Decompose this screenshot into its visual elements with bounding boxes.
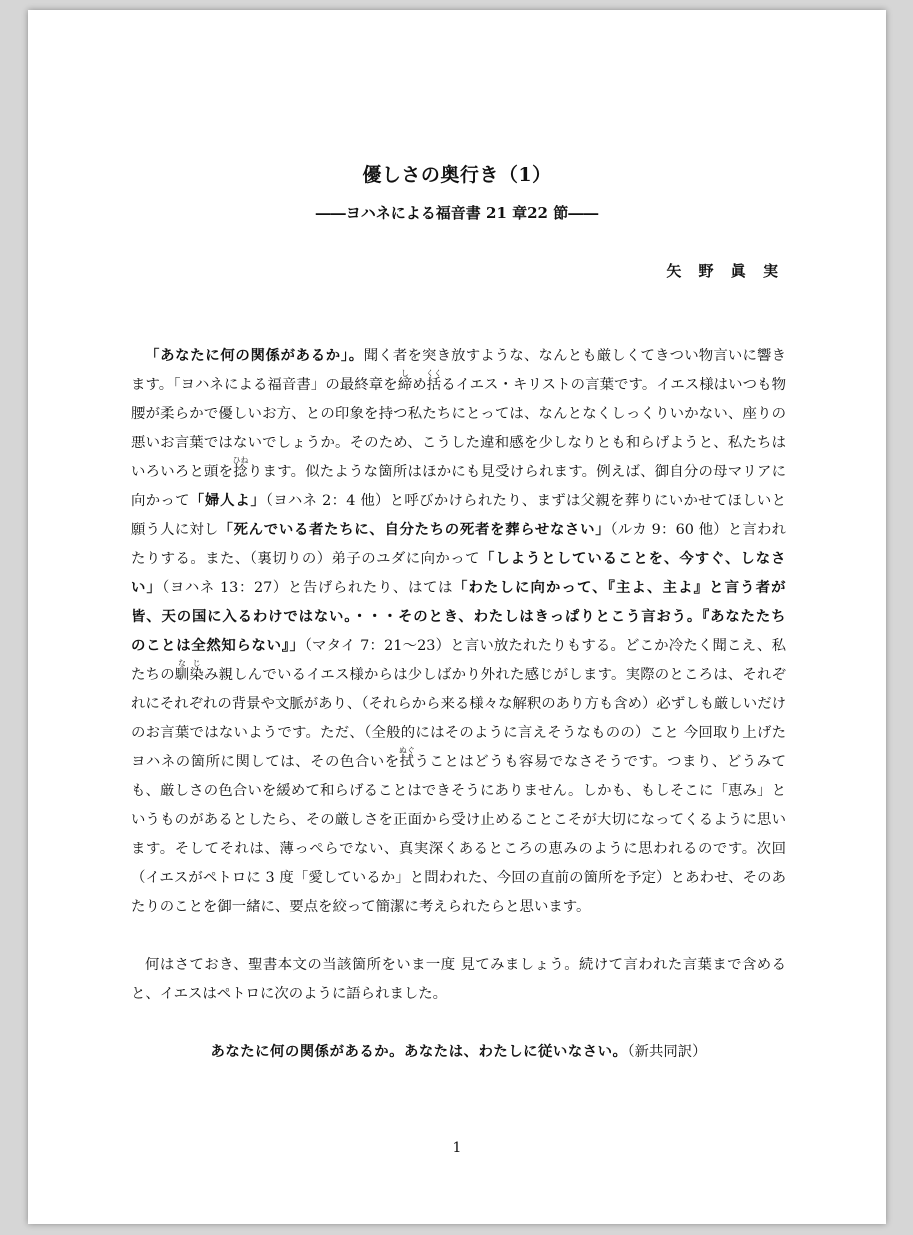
- paragraph-1: [131, 342, 786, 922]
- ruby-word: 締し: [397, 369, 413, 393]
- document-subtitle: ――ヨハネによる福音書 21 章22 節――: [315, 204, 599, 222]
- text-segment: （ヨハネ 2：4 他）と呼びかけられたり、まずは父親を葬りにいかせてほしいと願う人に対し: [131, 493, 786, 538]
- ruby-word: 括くく: [425, 369, 442, 393]
- furigana: くく: [425, 369, 442, 378]
- text-segment: （マタイ 7：21～23）と言い放たれたりもする。どこか冷たく聞こえ、私たちの: [131, 638, 786, 683]
- furigana: ひね: [232, 456, 249, 465]
- text-segment: め: [412, 377, 427, 393]
- ruby-word: 捻ひね: [232, 456, 249, 480]
- ruby-word: 染じ: [189, 659, 205, 683]
- quoted-phrase: 「しようとしていることを、今すぐ、しなさい」: [131, 551, 786, 596]
- text-segment: み親しんでいるイエス様からは少しばかり外れた感じがします。実際のところは、それぞれにそれぞれの背景や文脈があり、（それらから来る様々な解釈のあり方も含め）必ずしも厳しいだけのお言葉ではないようです。ただ、（全般的にはそのように言えそうなものの）こと 今回取り上げたヨハネの箇所に関しては、その色合いを: [131, 667, 786, 770]
- furigana: な: [174, 659, 190, 668]
- text-segment: るイエス・キリストの言葉です。イエス様はいつも物腰が柔らかで優しいお方、との印象を持つ私たちにとっては、なんとなくしっくりいかない、座りの悪いお言葉ではないでしょうか。そのため、こうした違和感を少しなりとも和らげようと、私たちはいろいろと頭を: [131, 377, 786, 480]
- quote-text: あなたに何の関係があるか。あなたは、わたしに従いなさい。: [210, 1044, 628, 1060]
- furigana: ぬぐ: [398, 746, 415, 755]
- text-segment: うことはどうも容易でなさそうです。つまり、どうみても、厳しさの色合いを緩めて和らげることはできそうにありません。しかも、もしそこに「恵み」というものがあるとしたら、その厳しさを正面から受け止めることこそが大切になってくるように思います。そしてそれは、薄っぺらでない、真実深くあるところの恵みのように思われるのです。次回（イエスがペトロに 3 度「愛しているか」と問われた、今回の直前の箇所を予定）とあわせ、そのあたりのことを御一緒に、要点を絞って簡潔に考えられたらと思います。: [131, 754, 786, 915]
- document-page: [28, 10, 886, 1224]
- quoted-phrase: 「婦人よ」: [189, 493, 266, 509]
- quoted-phrase: 「死んでいる者たちに、自分たちの死者を葬らせなさい」: [218, 522, 611, 538]
- document-title: 優しさの奥行き（1）: [362, 164, 552, 186]
- text-segment: 聞く者を突き放すような、なんとも厳しくてきつい物言いに響きます。「ヨハネによる福音書」の最終章を: [131, 348, 786, 393]
- quoted-phrase: 「あなたに何の関係があるか」。: [145, 348, 364, 364]
- ruby-word: 拭ぬぐ: [398, 746, 415, 770]
- ruby-word: 馴な: [174, 659, 190, 683]
- text-segment: （ヨハネ 13：27）と告げられたり、はては: [162, 580, 453, 596]
- text-segment: ります。似たような箇所はほかにも見受けられます。例えば、御自分の母マリアに向かって: [131, 464, 786, 509]
- scripture-quote: [131, 1038, 786, 1067]
- page-number: 1: [452, 1140, 462, 1156]
- document-body: [131, 342, 786, 1067]
- quote-source: （新共同訳）: [627, 1044, 707, 1060]
- paragraph-2: 何はさておき、聖書本文の当該箇所をいま一度 見てみましょう。続けて言われた言葉まで含めると、イエスはペトロに次のように語られました。: [131, 957, 786, 1002]
- furigana: し: [397, 369, 413, 378]
- text-segment: （ルカ 9：60 他）と言われたりする。また、（裏切りの）弟子のユダに向かって: [131, 522, 786, 567]
- furigana: じ: [189, 659, 204, 668]
- quoted-phrase: 「わたしに向かって、『主よ、主よ』と言う者が皆、天の国に入るわけではない。・・・そのとき、わたしはきっぱりとこう言おう。『あなたたちのことは全然知らない』」: [131, 580, 786, 654]
- author-name: 矢 野 眞 実: [666, 262, 784, 280]
